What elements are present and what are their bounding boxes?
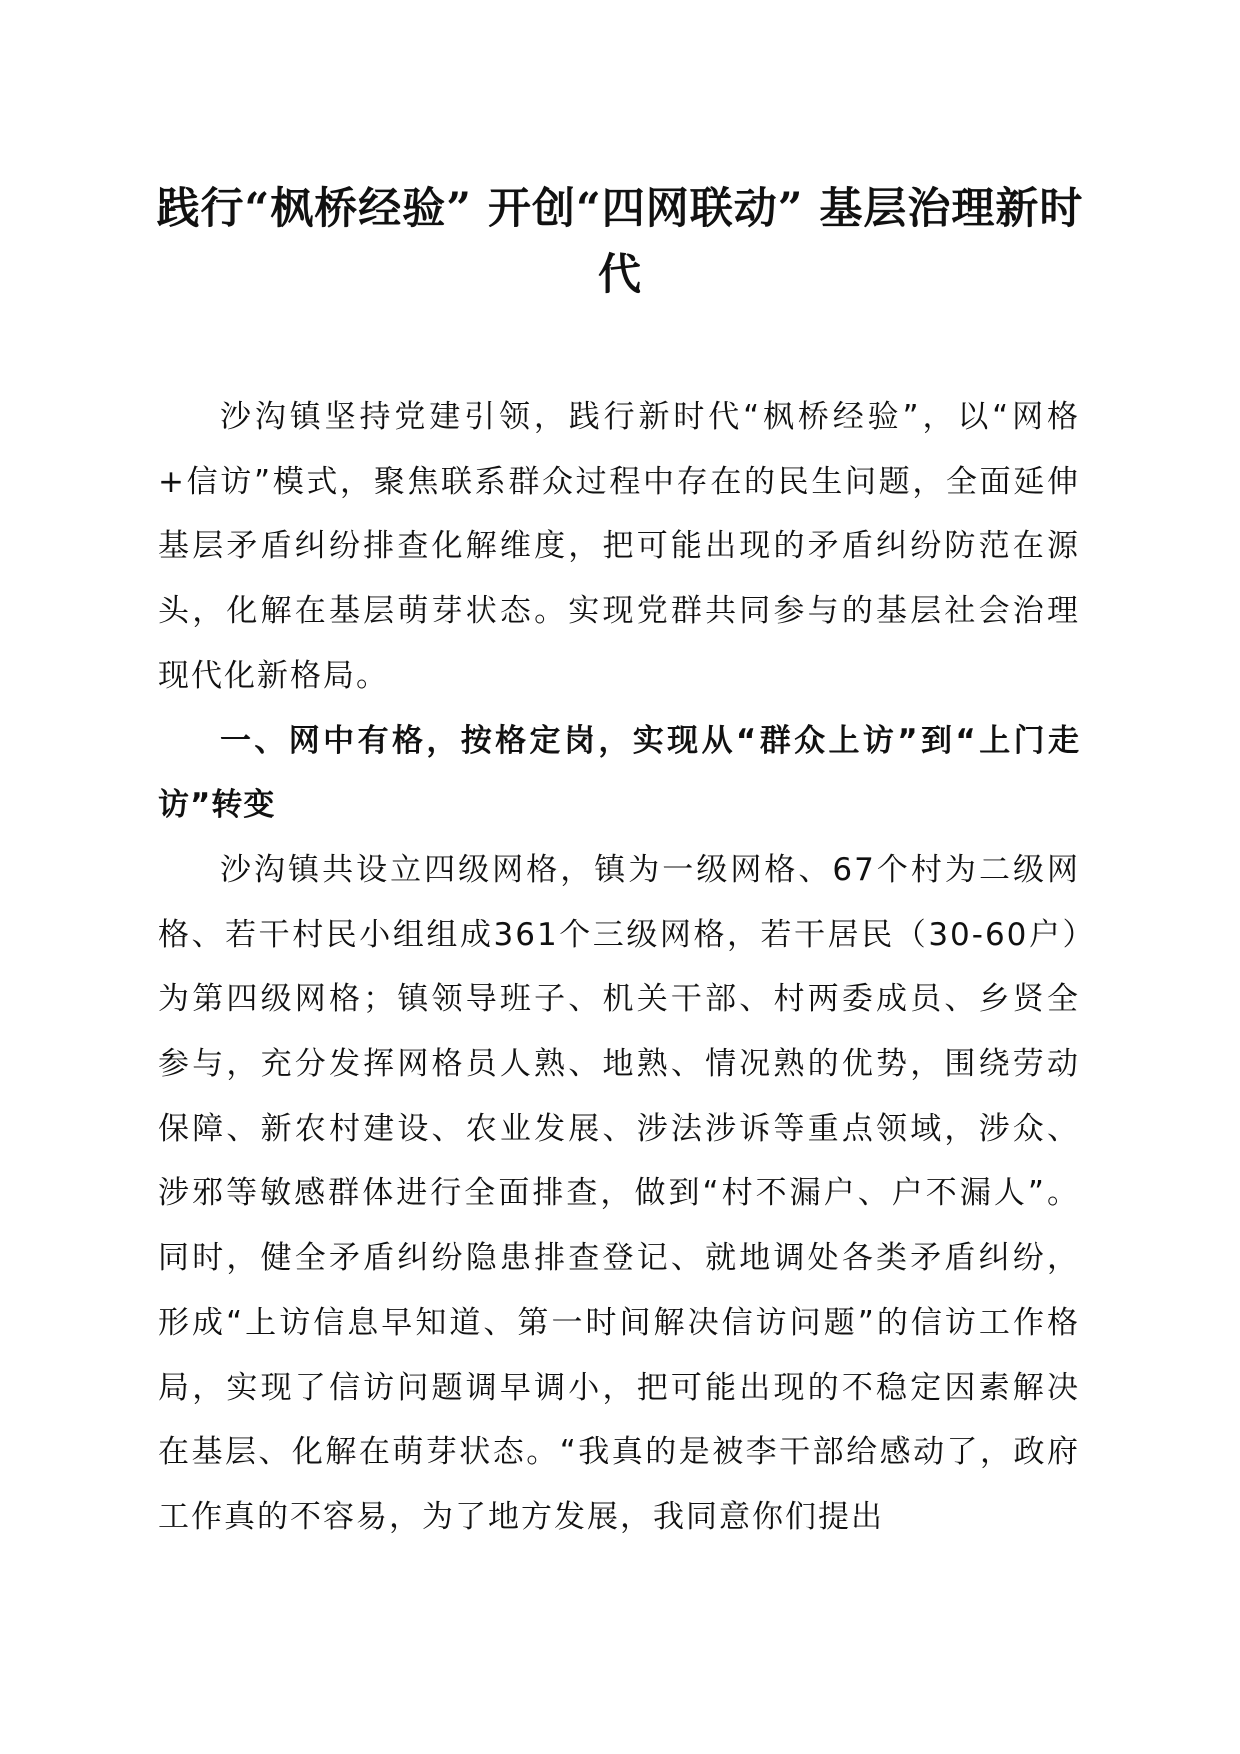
document-title: 践行“枫桥经验” 开创“四网联动” 基层治理新时代 [156, 184, 1084, 300]
document-body [158, 385, 1080, 1550]
intro-paragraph: 沙沟镇坚持党建引领，践行新时代“枫桥经验”，以“网格+信访”模式，聚焦联系群众过程中存在的民生问题，全面延伸基层矛盾纠纷排查化解维度，把可能出现的矛盾纠纷防范在源头，化解在基层萌芽状态。实现党群共同参与的基层社会治理现代化新格局。 [158, 399, 1080, 694]
section-heading-1: 一、网中有格，按格定岗，实现从“群众上访”到“上门走访”转变 [158, 722, 1080, 824]
section-1-paragraph: 沙沟镇共设立四级网格，镇为一级网格、67个村为二级网格、若干村民小组组成361个三级网格，若干居民（30-60户）为第四级网格；镇领导班子、机关干部、村两委成员、乡贤全参与，充分发挥网格员人熟、地熟、情况熟的优势，围绕劳动保障、新农村建设、农业发展、涉法涉诉等重点领域，涉众、涉邪等敏感群体进行全面排查，做到“村不漏户、户不漏人”。 同时，健全矛盾纠纷隐患排查登记、就地调处各类矛盾纠纷，形成“上访信息早知道、第一时间解决信访问题”的信访工作格局，实现了信访问题调早调小，把可能出现的不稳定因素解决在基层、化解在萌芽状态。“我真的是被李干部给感动了，政府工作真的不容易，为了地方发展，我同意你们提出 [158, 851, 1080, 1535]
